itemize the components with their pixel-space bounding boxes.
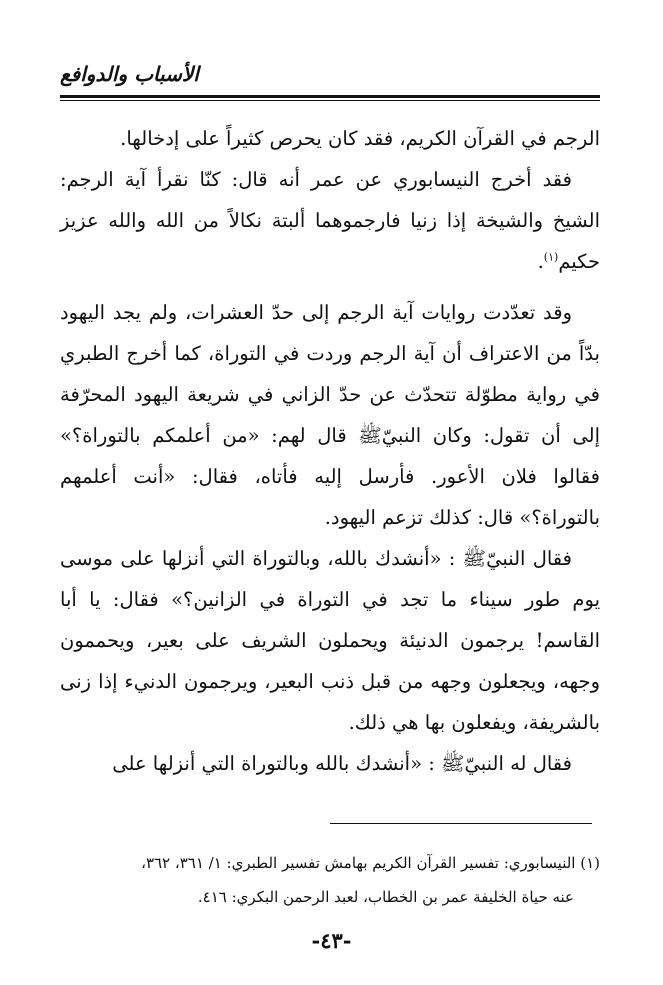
paragraph-4: فقال النبيّﷺ : «أنشدك بالله، وبالتوراة التي أنزلها على موسى يوم طور سيناء ما تجد في التوراة في الزانين؟» فقال: يا أبا القاسم! يرجمون الدنيئة ويحملون الشريف على بعير، ويحممون وجهه، ويجعلون وجهه من قبل ذنب البعير، ويرجمون الدنيء إذا زنى بالشريفة، ويفعلون بها هي ذلك. — [60, 547, 600, 734]
page-number: -٤٣- — [311, 928, 352, 953]
running-header-title: الأسباب والدوافع — [60, 62, 199, 86]
paragraph-5: فقال له النبيّﷺ : «أنشدك بالله وبالتوراة التي أنزلها على — [112, 752, 572, 775]
footnote-1-continuation: عنه حياة الخليفة عمر بن الخطاب، لعبد الرحمن البكري: ٤١٦. — [197, 888, 574, 906]
footnote-marker: (١) — [543, 250, 559, 264]
paragraph-2 — [60, 159, 600, 282]
footnotes — [60, 846, 600, 914]
paragraph-2-text: فقد أخرج النيسابوري عن عمر أنه قال: كنّا نقرأ آية الرجم: الشيخ والشيخة إذا زنيا فارجموهما ألبتة نكالاً من الله والله عزيز حكيم — [60, 168, 600, 273]
footnote-1: (١) النيسابوري: تفسير القرآن الكريم بهامش تفسير الطبري: ١/ ٣٦١، ٣٦٢، — [141, 854, 600, 872]
paragraph-3: وقد تعدّدت روايات آية الرجم إلى حدّ العشرات، ولم يجد اليهود بدّاً من الاعتراف أن آية الرجم وردت في التوراة، كما أخرج الطبري في رواية مطوّلة تتحدّث عن حدّ الزاني في شريعة اليهود المحرّفة إلى أن تقول: وكان النبيّﷺ قال لهم: «من أعلمكم بالتوراة؟» فقالوا فلان الأعور. فأرسل إليه فأتاه، فقال: «أنت أعلمهم بالتوراة؟» قال: كذلك تزعم اليهود. — [60, 301, 600, 529]
header-rule-thin — [60, 100, 600, 101]
footnote-separator — [330, 823, 592, 824]
paragraph-1: الرجم في القرآن الكريم، فقد كان يحرص كثيراً على إدخالها. — [120, 127, 600, 150]
body-text — [60, 118, 600, 784]
paragraph-2-period: . — [537, 250, 544, 273]
header-rule — [60, 95, 600, 98]
